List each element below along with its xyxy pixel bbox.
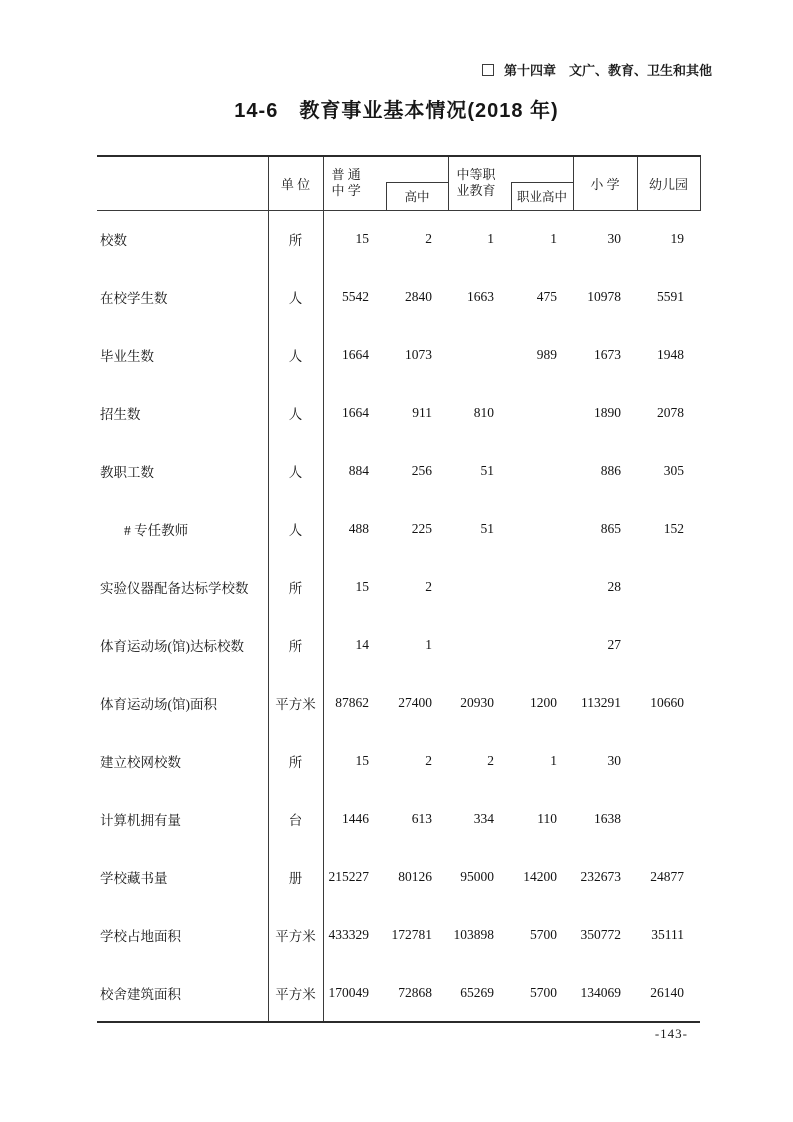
cell-value: 51	[480, 521, 494, 536]
cell-value	[510, 616, 573, 674]
cell-value: 865	[600, 521, 621, 536]
cell-value: 2	[425, 231, 432, 247]
cell-value: 2840	[405, 289, 432, 304]
cell-value: 1638	[594, 811, 621, 826]
cell-value: 10978	[587, 289, 621, 304]
table-row	[97, 210, 700, 268]
cell-value: 15	[355, 753, 369, 768]
cell-value: 65269	[460, 984, 494, 1000]
row-label: 校舍建筑面积	[97, 964, 268, 1022]
cell-value: 350772	[580, 927, 621, 942]
cell-value: 1664	[342, 347, 369, 362]
cell-value	[637, 790, 700, 848]
cell-value: 5700	[530, 984, 557, 1000]
row-unit: 人	[268, 326, 323, 384]
cell-value: 20930	[460, 695, 494, 710]
cell-value: 1948	[657, 347, 684, 362]
row-unit: 册	[268, 848, 323, 906]
cell-value	[510, 442, 573, 500]
cell-value: 2	[425, 753, 432, 768]
cell-value: 27	[607, 637, 621, 652]
cell-value: 1	[550, 753, 557, 768]
cell-value: 24877	[650, 869, 684, 884]
group-secondary-vocational	[448, 156, 573, 210]
group-secondary-vocational-label	[457, 167, 496, 199]
cell-value: 10660	[650, 695, 684, 710]
chapter-header-text: 第十四章 文广、教育、卫生和其他	[503, 63, 712, 78]
chapter-header	[482, 60, 712, 79]
cell-value: 911	[412, 405, 432, 420]
subcolumn-senior-high: 高中	[386, 182, 448, 210]
table-header-row	[97, 156, 700, 210]
cell-value: 26140	[650, 984, 684, 1000]
cell-value: 232673	[580, 869, 621, 884]
cell-value	[637, 732, 700, 790]
cell-value: 1	[487, 231, 494, 247]
cell-value	[510, 384, 573, 442]
group-label-line1: 普 通	[331, 167, 361, 183]
table-row	[97, 326, 700, 384]
cell-value: 613	[411, 811, 432, 826]
cell-value: 225	[411, 521, 432, 536]
group-regular-secondary-school	[323, 156, 448, 210]
unit-column-header: 单 位	[268, 156, 323, 210]
cell-value: 95000	[460, 869, 494, 884]
cell-value: 884	[348, 463, 369, 478]
cell-value	[510, 558, 573, 616]
row-unit: 所	[268, 732, 323, 790]
table-row	[97, 442, 700, 500]
cell-value: 30	[607, 753, 621, 768]
cell-value: 15	[355, 579, 369, 594]
row-label: 建立校网校数	[97, 732, 268, 790]
cell-value: 72868	[398, 984, 432, 1000]
cell-value: 433329	[328, 927, 369, 942]
row-label: 实验仪器配备达标学校数	[97, 558, 268, 616]
row-unit: 所	[268, 210, 323, 268]
cell-value: 51	[480, 463, 494, 478]
cell-value	[448, 326, 510, 384]
cell-value: 1200	[530, 695, 557, 710]
cell-value: 989	[536, 347, 557, 362]
row-label: 校数	[97, 210, 268, 268]
table-row	[97, 616, 700, 674]
group-label-line2: 业教育	[456, 183, 496, 199]
row-label: 毕业生数	[97, 326, 268, 384]
table-row	[97, 558, 700, 616]
cell-value: 475	[536, 289, 557, 304]
table-row	[97, 964, 700, 1022]
cell-value: 1	[425, 637, 432, 652]
cell-value: 1673	[594, 347, 621, 362]
group-label-line2: 中 学	[331, 183, 361, 199]
cell-value	[448, 616, 510, 674]
cell-value: 2078	[657, 405, 684, 420]
cell-value: 14	[355, 637, 369, 652]
cell-value: 1890	[594, 405, 621, 420]
subcolumn-vocational-high: 职业高中	[511, 182, 573, 210]
row-unit: 人	[268, 442, 323, 500]
row-unit: 平方米	[268, 674, 323, 732]
table-row	[97, 384, 700, 442]
cell-value: 5591	[657, 289, 684, 304]
row-label: 学校占地面积	[97, 906, 268, 964]
chapter-square-icon	[482, 64, 494, 76]
table-row	[97, 732, 700, 790]
cell-value: 27400	[398, 695, 432, 710]
table-row	[97, 848, 700, 906]
cell-value: 1	[550, 231, 557, 247]
table-row	[97, 268, 700, 326]
group-regular-secondary-label	[332, 167, 361, 199]
cell-value: 1073	[405, 347, 432, 362]
cell-value: 256	[411, 463, 432, 478]
row-label: # 专任教师	[97, 500, 268, 558]
column-kindergarten: 幼儿园	[637, 156, 700, 210]
cell-value: 152	[663, 521, 684, 536]
cell-value: 172781	[391, 927, 432, 942]
cell-value: 5542	[342, 289, 369, 304]
row-label: 在校学生数	[97, 268, 268, 326]
cell-value: 30	[607, 231, 621, 247]
row-label: 体育运动场(馆)面积	[97, 674, 268, 732]
group-label-line1: 中等职	[456, 167, 496, 183]
cell-value: 2	[487, 753, 494, 768]
page-number: -143-	[654, 1026, 688, 1041]
cell-value: 87862	[335, 695, 369, 710]
row-label: 招生数	[97, 384, 268, 442]
stub-header	[97, 156, 268, 210]
row-unit: 人	[268, 268, 323, 326]
row-unit: 台	[268, 790, 323, 848]
cell-value: 28	[607, 579, 621, 594]
cell-value: 19	[670, 231, 684, 247]
table-row	[97, 790, 700, 848]
cell-value: 103898	[453, 927, 494, 942]
cell-value: 334	[473, 811, 494, 826]
cell-value: 170049	[328, 984, 369, 1000]
row-unit: 平方米	[268, 906, 323, 964]
cell-value: 2	[425, 579, 432, 594]
cell-value: 1446	[342, 811, 369, 826]
cell-value: 35111	[651, 927, 684, 942]
row-label: 体育运动场(馆)达标校数	[97, 616, 268, 674]
row-unit: 平方米	[268, 964, 323, 1022]
cell-value: 5700	[530, 927, 557, 942]
row-label: 学校藏书量	[97, 848, 268, 906]
table-row	[97, 906, 700, 964]
cell-value: 80126	[398, 869, 432, 884]
row-unit: 人	[268, 384, 323, 442]
row-unit: 所	[268, 616, 323, 674]
cell-value	[637, 616, 700, 674]
cell-value: 886	[600, 463, 621, 478]
page-title: 14-6 教育事业基本情况(2018 年)	[234, 100, 559, 122]
cell-value: 1664	[342, 405, 369, 420]
cell-value	[448, 558, 510, 616]
cell-value: 14200	[523, 869, 557, 884]
cell-value	[510, 500, 573, 558]
row-unit: 所	[268, 558, 323, 616]
cell-value: 15	[355, 231, 369, 247]
row-label: 教职工数	[97, 442, 268, 500]
row-unit: 人	[268, 500, 323, 558]
cell-value: 810	[473, 405, 494, 420]
cell-value: 488	[348, 521, 369, 536]
cell-value: 305	[663, 463, 684, 478]
cell-value	[637, 558, 700, 616]
table-row	[97, 500, 700, 558]
cell-value: 215227	[328, 869, 369, 884]
cell-value: 113291	[581, 695, 621, 710]
cell-value: 110	[537, 811, 557, 826]
table-row	[97, 674, 700, 732]
row-label: 计算机拥有量	[97, 790, 268, 848]
cell-value: 134069	[580, 984, 621, 1000]
cell-value: 1663	[467, 289, 494, 304]
education-statistics-table	[97, 155, 701, 1023]
column-primary-school: 小 学	[573, 156, 637, 210]
